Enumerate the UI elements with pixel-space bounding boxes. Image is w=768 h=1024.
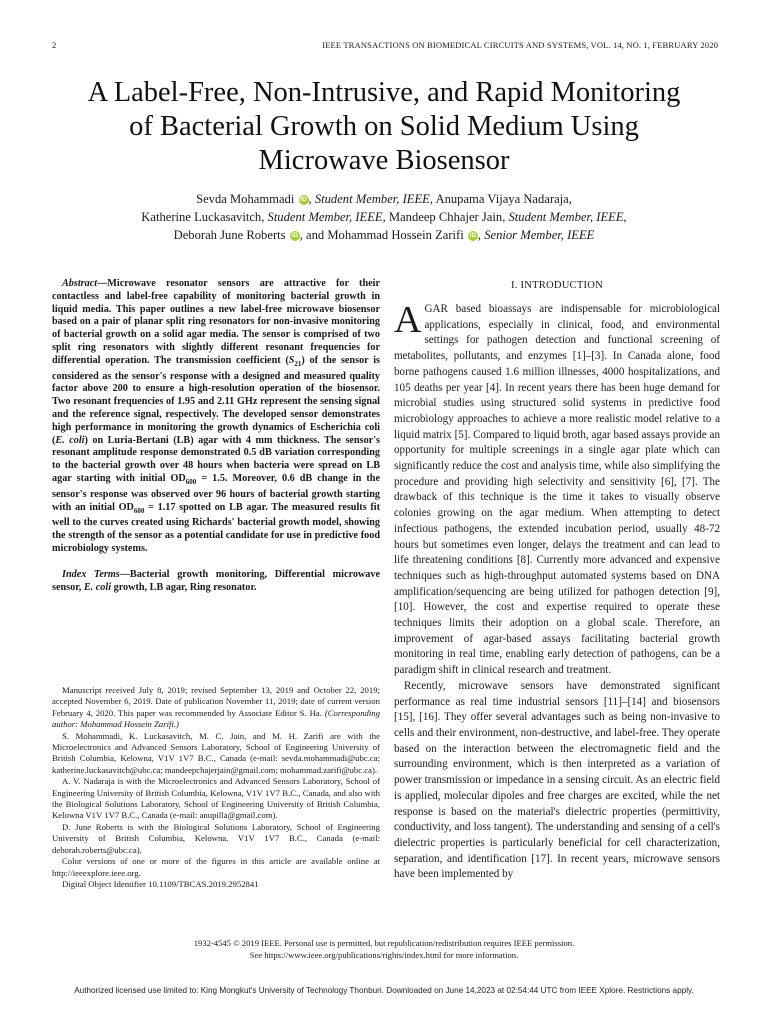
author-line-2 [60,208,708,226]
footnote-affiliation: A. V. Nadaraja is with the Microelectronics and Advanced Sensors Laboratory, School of Engineering University of British Columbia, Kelowna, V1V 1V7 B.C., Canada, and also with the Biological Solutions Laboratory, School of Engineering University of British Columbia, Kelowna V1V 1V7 B.C., Canada (e-mail: anupilla@gmail.com). [52,776,380,821]
orcid-icon[interactable]: iD [469,232,477,239]
author-name: Katherine Luckasavitch [141,210,262,224]
author-role: , Student Member, IEEE [308,192,430,206]
left-column [52,278,380,594]
section-heading: I. INTRODUCTION [511,280,603,291]
author-role: , Student Member, IEEE, [502,210,627,224]
footnote-color-versions: Color versions of one or more of the figures in this article are available online at http://ieeexplore.ieee.org. [52,856,380,878]
author-role: , Student Member, IEEE [261,210,383,224]
intro-paragraph: Recently, microwave sensors have demonstrated significant performance as real time industrial sensors [11]–[14] and biosensors [15], [16]. They offer several advantages such as being non-invasive to cells and their environment, non-destructive, and label-free. They operate based on the interaction between the electromagnetic field and the surrounding environment, which is then interpreted as a variation of power transmission or impedance in a sensing circuit. As an electric field is applied, molecular dipoles and free charges are excited, while the net response is based on the material's dielectric properties (permittivity, conductivity, and loss tangent). The understanding and sensing of a cell's dielectric properties is particularly beneficial for cell characterization, separation, and identification [17]. In recent years, microwave sensors have been implemented by [394,679,721,881]
abstract-label: Abstract [62,278,98,289]
drop-cap: A [394,299,422,341]
footnote-manuscript: Manuscript received July 8, 2019; revised September 13, 2019 and October 22, 2019; accepted November 6, 2019. Date of publication November 11, 2019; date of current version February 4, 2020. This paper was recommended by Associate Editor S. Ha. (Corresponding author: Mohammad Hossein Zarifi.) [52,685,380,730]
running-head: IEEE TRANSACTIONS ON BIOMEDICAL CIRCUITS AND SYSTEMS, VOL. 14, NO. 1, FEBRUARY 2020 [322,40,718,50]
page-number: 2 [52,40,57,50]
index-terms-label: Index Terms [62,568,120,580]
title-line-2: of Bacterial Growth on Solid Medium Using [129,111,639,142]
title-line-1: A Label-Free, Non-Intrusive, and Rapid Monitoring [87,77,681,108]
index-terms: Index Terms—Bacterial growth monitoring, Differential microwave sensor, E. coli growth, LB agar, Ring resonator. [52,568,380,593]
intro-paragraph: AGAR based bioassays are indispensable for microbiological applications, especially in clinical, food, and environmental settings for pathogen detection and functional screening of metabolites, pollutants, and enzymes [1]–[3]. In Canada alone, food borne pathogens caused 1.6 million illnesses, 4000 hospitalizations, and 105 deaths per year [4]. In recent years there has been huge demand for microbial studies using structured solid systems in predictive food microbiology approaches to achieve a more realistic model relative to a liquid matrix [5]. Compared to liquid broth, agar based assays provide an opportunity for multiple screenings in a single agar plate which can significantly reduce the cost and analysis time, while also simplifying the procedure and providing high selectivity and sensitivity [6], [7]. The drawback of this technique is the time it takes to visually observe colonies growing on the agar medium. When attempting to detect infectious pathogens, the extended incubation period, usually 48-72 hours but sometimes even longer, delays the treatment and can lead to life threatening conditions [8]. Currently more advanced and expensive techniques such as high-throughput automated systems based on DNA amplification/sequencing are being utilized for pathogen detection [9], [10]. However, the cost and expertise required to operate these techniques limits their adoption on a global scale. Therefore, an improvement of agar-based assays facilitating bacterial growth monitoring in real time, enabling early detection of pathogens, can be a paradigm shift in clinical research and treatment. [394,299,720,677]
authorized-use-notice: Authorized licensed use limited to: King Mongkut's University of Technology Thonburi. Downloaded on June 14,2023 at 02:54:44 UTC from IEEE Xplore. Restrictions apply. [74,986,694,995]
abstract: Abstract—Microwave resonator sensors are attractive for their contactless and label-free capability of monitoring bacterial growth in liquid media. This paper outlines a new label-free microwave biosensor based on a pair of planar split ring resonators for non-invasive monitoring of bacterial growth on a solid agar media. The sensor is comprised of two split ring resonators with slightly different resonant frequencies for differential operation. The transmission coefficient $(S_{21})$ of the sensor is considered as the sensor's response with a designed and measured quality factor above 200 to ensure a high-resolution operation of the biosensor. Two resonant frequencies of 1.95 and 2.11 GHz represent the sensing signal and the reference signal, respectively. The developed sensor demonstrates high performance in monitoring the growth dynamics of Escherichia coli (E. coli) on Luria-Bertani (LB) agar with 4 mm thickness. The sensor's resonant amplitude response demonstrated 0.5 dB variation corresponding to the bacterial growth over 48 hours when bacteria were spread on LB agar starting with initial $OD_{600} = 1.5$. Moreover, 0.6 dB change in the sensor's response was observed over 96 hours of bacterial growth starting with an initial $OD_{600} = 1.17$ spotted on LB agar. The measured results fit well to the curves created using Richards' bacterial growth model, showing the strength of the sensor as a potential candidate for use in predictive food microbiology systems. [52,278,380,555]
copyright-line-2: See https://www.ieee.org/publications/rights/index.html for more information. [249,949,519,960]
author-name: , and Mohammad Hossein Zarifi [299,228,464,242]
footnote-affiliation: S. Mohammadi, K. Luckasavitch, M. C. Jain, and M. H. Zarifi are with the Microelectronics and Advanced Sensors Laboratory, School of Engineering University of British Columbia, Kelowna, V1V 1V7 B.C., Canada (e-mail: sevda.mohammadi@ubc.ca; katherine.luckasavitch@ubc.ca; mandeepchajerjain@gmail.com; mohammad.zarifi@ubc.ca). [52,730,380,775]
title-line-3: Microwave Biosensor [258,145,510,176]
author-list [60,190,708,244]
footnotes [52,685,380,890]
running-header [52,40,718,54]
copyright-notice [0,938,768,961]
author-line-1 [60,190,708,208]
author-name: Deborah June Roberts [173,228,286,242]
copyright-line-1: 1932-4545 © 2019 IEEE. Personal use is permitted, but republication/redistribution requires IEEE permission. [193,938,575,948]
footnote-doi: Digital Object Identifier 10.1109/TBCAS.2019.2952841 [62,878,259,889]
author-name: Sevda Mohammadi [196,192,295,206]
orcid-icon[interactable]: iD [300,196,307,203]
author-line-3 [60,226,708,244]
introduction-text [394,299,721,883]
author-name: , Mandeep Chhajer Jain [382,210,503,224]
orcid-icon[interactable]: iD [291,232,298,239]
author-name: , Anupama Vijaya Nadaraja, [429,192,572,206]
author-role: , Senior Member, IEEE [477,228,595,242]
right-column [394,280,720,883]
footnote-affiliation: D. June Roberts is with the Biological Solutions Laboratory, School of Engineering University of British Columbia, Kelowna, V1V 1V7 B.C., Canada (e-mail: deborah.roberts@ubc.ca). [52,821,380,855]
paper-title [0,76,768,178]
